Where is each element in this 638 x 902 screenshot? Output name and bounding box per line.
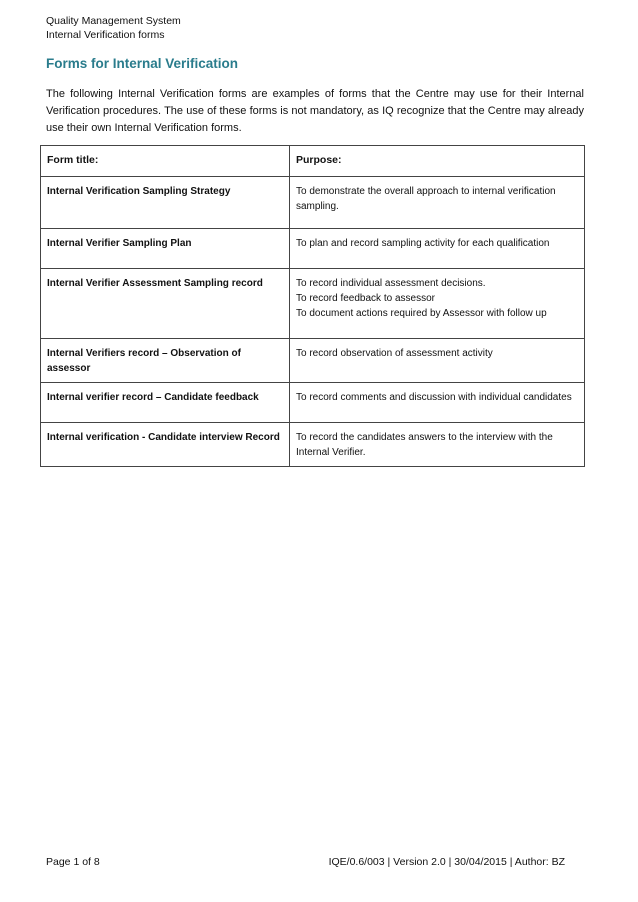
table-row (41, 269, 585, 339)
purpose-cell (290, 269, 585, 339)
intro-paragraph: The following Internal Verification forms are examples of forms that the Centre may use for their Internal Verification procedures. The use of these forms is not mandatory, as IQ recognize that the Centre may already use their own Internal Verification forms. (46, 88, 584, 134)
purpose-line: To record observation of assessment activity (296, 348, 493, 359)
form-title-cell: Internal Verifier Assessment Sampling record (41, 269, 290, 339)
column-header-form-title: Form title: (41, 146, 290, 177)
form-title-cell: Internal verifier record – Candidate feedback (41, 383, 290, 423)
purpose-line: To record feedback to assessor (296, 293, 435, 304)
purpose-line: To record individual assessment decisions. (296, 278, 486, 289)
forms-table-body (41, 177, 585, 467)
header-document-name: Internal Verification forms (46, 29, 165, 41)
purpose-line: To demonstrate the overall approach to internal verification sampling. (296, 186, 556, 212)
purpose-cell (290, 383, 585, 423)
form-title-cell: Internal Verifiers record – Observation of assessor (41, 339, 290, 383)
form-title-cell: Internal verification - Candidate interview Record (41, 423, 290, 467)
page-number: Page 1 of 8 (46, 856, 100, 868)
purpose-line: To plan and record sampling activity for each qualification (296, 238, 550, 249)
table-header-row (41, 146, 585, 177)
table-row (41, 339, 585, 383)
table-row (41, 177, 585, 229)
page-header (46, 14, 181, 42)
purpose-cell (290, 339, 585, 383)
table-row (41, 229, 585, 269)
purpose-cell (290, 229, 585, 269)
purpose-line: To document actions required by Assessor with follow up (296, 308, 547, 319)
purpose-cell (290, 423, 585, 467)
forms-table (40, 145, 585, 467)
document-title: Forms for Internal Verification (46, 56, 239, 71)
form-title-cell: Internal Verification Sampling Strategy (41, 177, 290, 229)
purpose-line: To record comments and discussion with individual candidates (296, 392, 572, 403)
table-row (41, 383, 585, 423)
purpose-cell (290, 177, 585, 229)
form-title-cell: Internal Verifier Sampling Plan (41, 229, 290, 269)
header-system-name: Quality Management System (46, 15, 181, 27)
column-header-purpose: Purpose: (290, 146, 585, 177)
document-reference: IQE/0.6/003 | Version 2.0 | 30/04/2015 | Author: BZ (328, 856, 565, 868)
table-row (41, 423, 585, 467)
purpose-line: To record the candidates answers to the interview with the Internal Verifier. (296, 432, 553, 458)
